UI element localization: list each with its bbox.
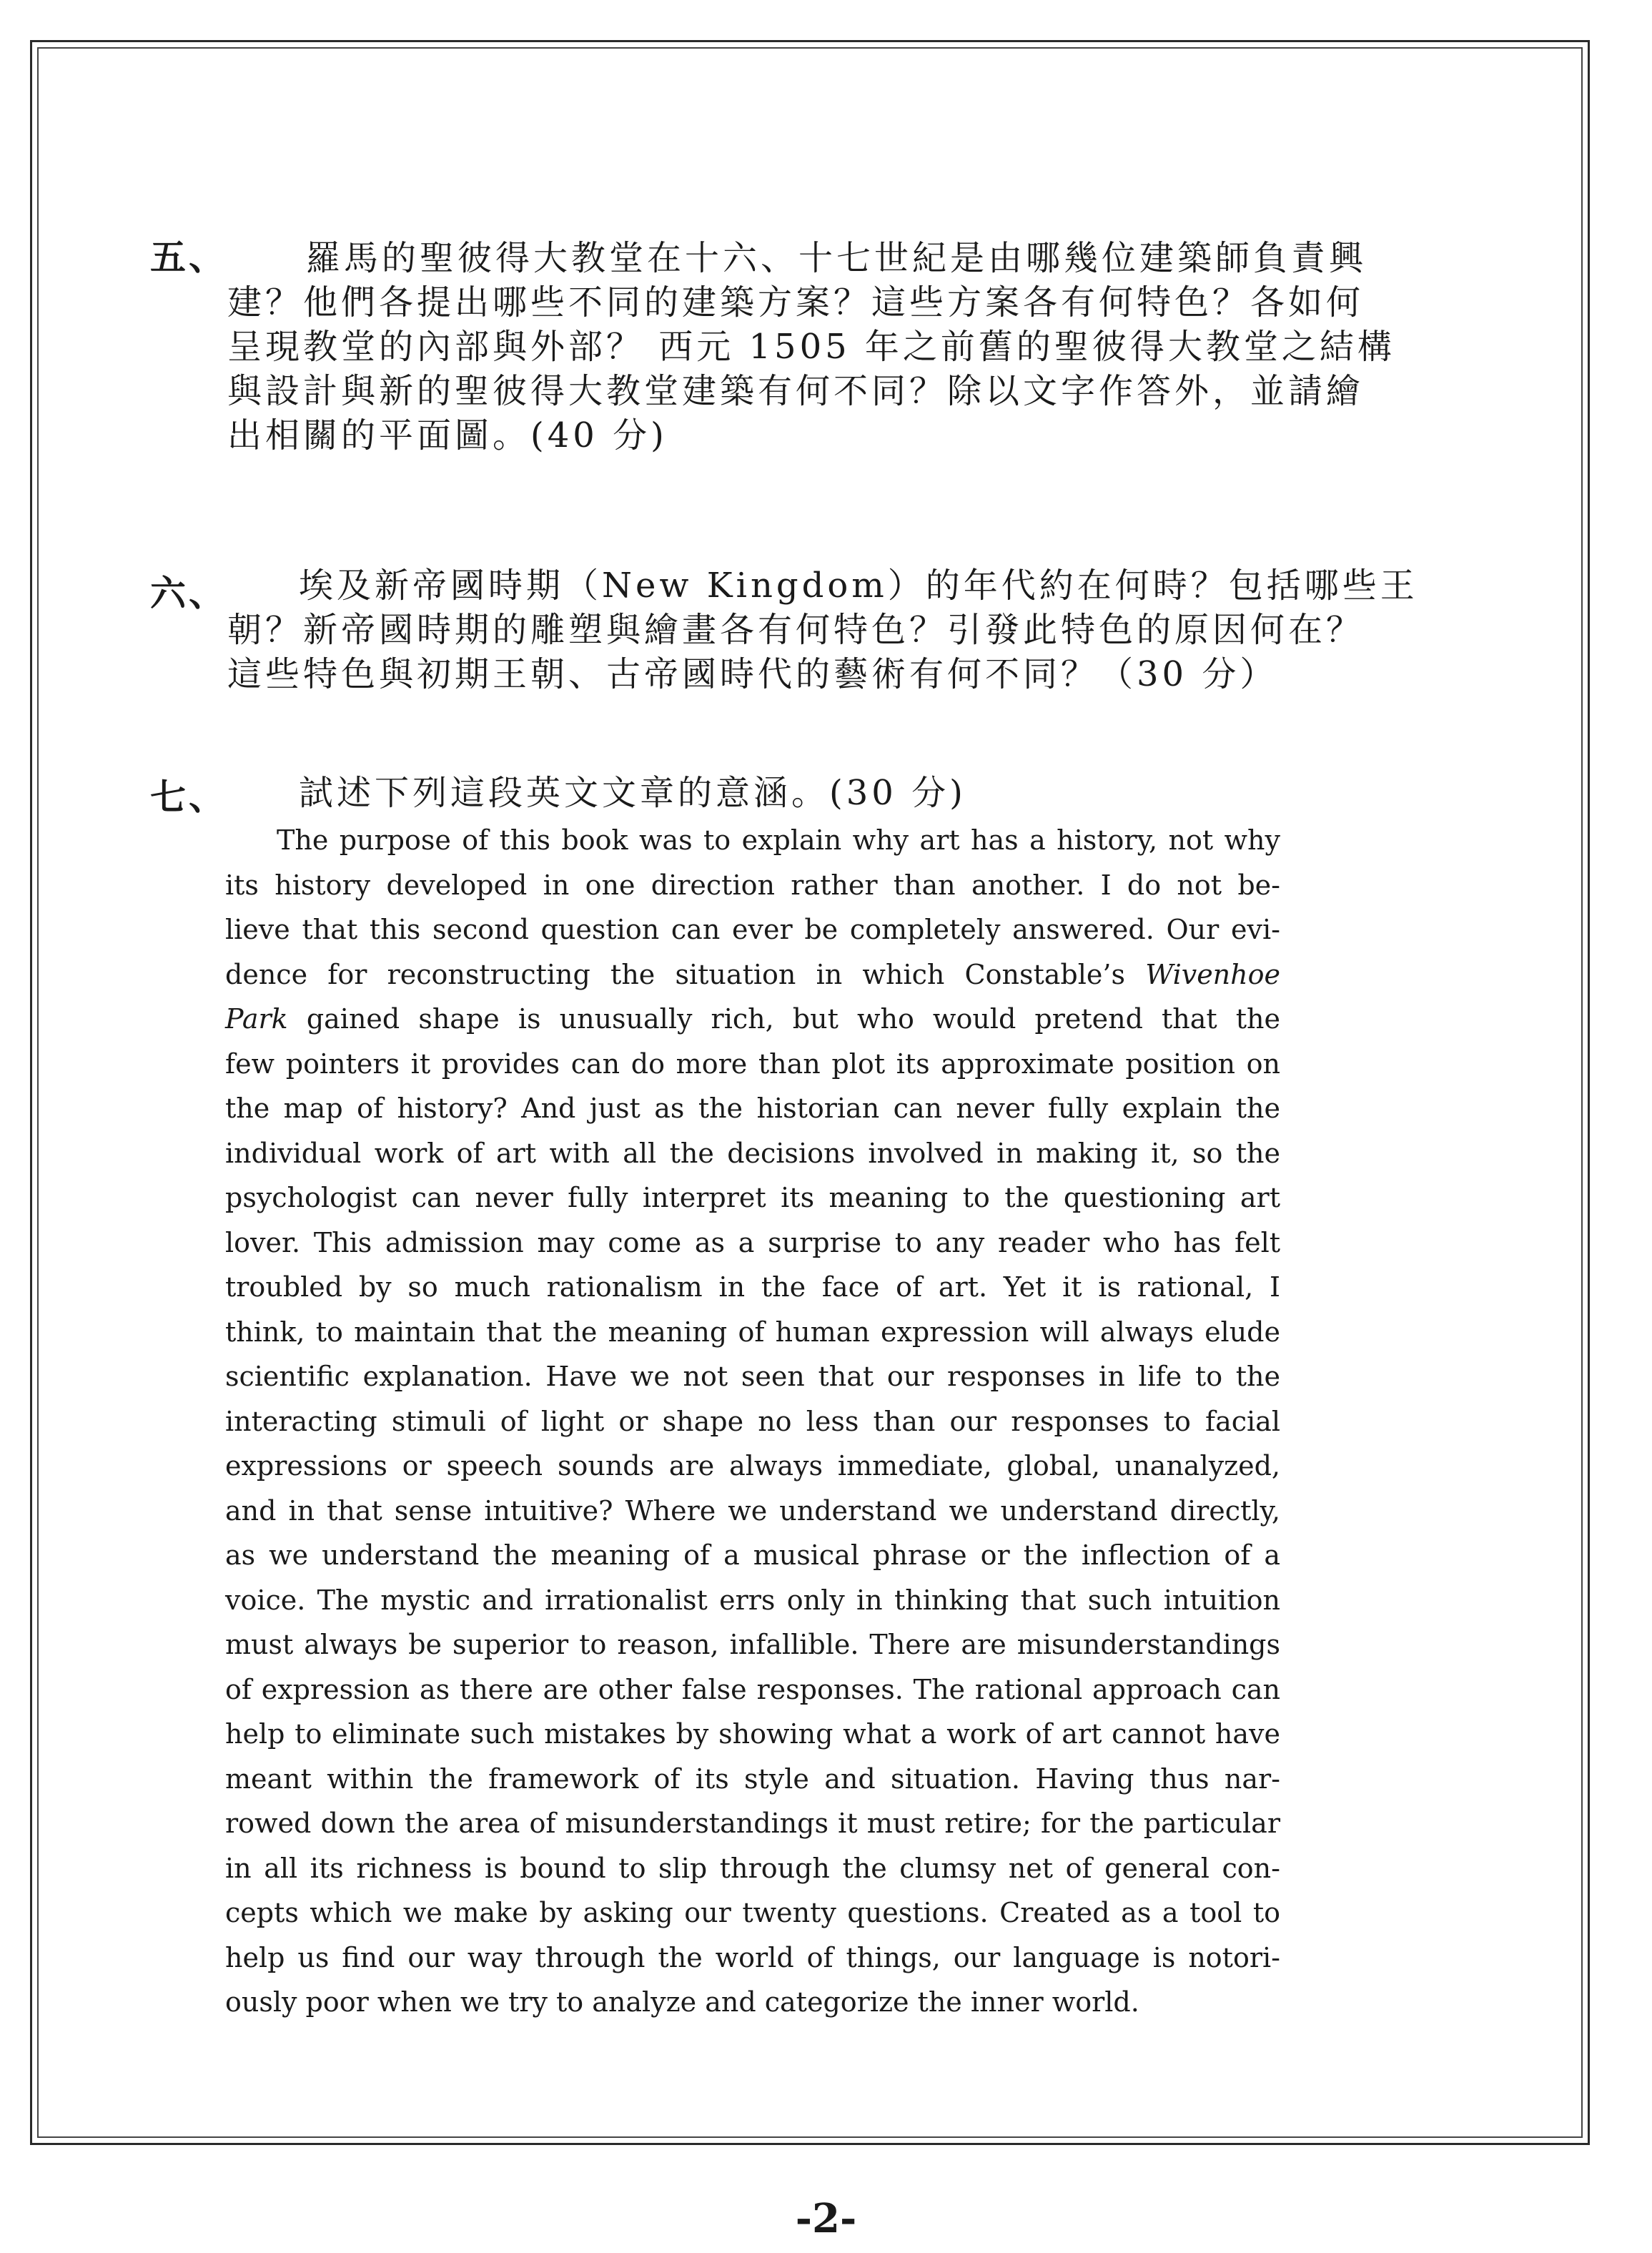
question-line: 出相關的平面圖。(40 分): [227, 415, 668, 455]
question-line: 埃及新帝國時期（New Kingdom）的年代約在何時？包括哪些王: [299, 566, 1418, 606]
question-6-text: [227, 563, 1418, 696]
passage-line: help us find our way through the world of things, our language is notori-: [225, 1941, 1280, 1973]
artwork-title: Park: [225, 1003, 288, 1035]
question-5-number: 五、: [150, 236, 227, 278]
passage-line: voice. The mystic and irrationalist errs only in thinking that such intuition: [225, 1584, 1280, 1616]
passage-line: its history developed in one direction rather than another. I do not be-: [225, 869, 1280, 901]
passage-line: expressions or speech sounds are always immediate, global, unanalyzed,: [225, 1450, 1280, 1482]
page-number: -2-: [795, 2195, 857, 2242]
passage-line: lover. This admission may come as a surprise to any reader who has felt: [225, 1226, 1280, 1258]
question-line: 試述下列這段英文文章的意涵。(30 分): [299, 773, 966, 813]
passage-line: interacting stimuli of light or shape no less than our responses to facial: [225, 1405, 1280, 1437]
question-line: 朝？新帝國時期的雕塑與繪畫各有何特色？引發此特色的原因何在？: [227, 610, 1365, 650]
passage-line: as we understand the meaning of a musical phrase or the inflection of a: [225, 1539, 1280, 1571]
question-line: 羅馬的聖彼得大教堂在十六、十七世紀是由哪幾位建築師負責興: [306, 238, 1367, 278]
question-6-number: 六、: [150, 572, 227, 614]
question-7-number: 七、: [150, 776, 227, 818]
question-7-text: [227, 771, 966, 815]
passage-line: rowed down the area of misunderstandings it must retire; for the particular: [225, 1808, 1280, 1839]
passage-line: individual work of art with all the decisions involved in making it, so the: [225, 1137, 1280, 1169]
artwork-title: Wivenhoe: [1145, 958, 1280, 990]
passage-line: cepts which we make by asking our twenty questions. Created as a tool to: [225, 1897, 1280, 1928]
passage-line: and in that sense intuitive? Where we understand we understand directly,: [225, 1494, 1280, 1527]
passage-line: think, to maintain that the meaning of human expression will always elude: [225, 1316, 1280, 1348]
passage-line: help to eliminate such mistakes by showing what a work of art cannot have: [225, 1718, 1280, 1750]
passage-line: few pointers it provides can do more than plot its approximate position on: [225, 1047, 1280, 1080]
question-line: 建？他們各提出哪些不同的建築方案？這些方案各有何特色？各如何: [227, 282, 1365, 322]
question-5-text: [227, 236, 1395, 458]
question-line: 這些特色與初期王朝、古帝國時代的藝術有何不同？（30 分）: [227, 654, 1278, 694]
passage-line: The purpose of this book was to explain why art has a history, not why: [277, 824, 1280, 856]
passage-line: ously poor when we try to analyze and categorize the inner world.: [225, 1986, 1139, 2018]
passage-line: troubled by so much rationalism in the face of art. Yet it is rational, I: [225, 1271, 1280, 1303]
passage-line: psychologist can never fully interpret its meaning to the questioning art: [225, 1182, 1280, 1213]
passage-line: lieve that this second question can ever be completely answered. Our evi-: [225, 914, 1280, 945]
question-line: 呈現教堂的內部與外部？ 西元 1505 年之前舊的聖彼得大教堂之結構: [227, 327, 1395, 367]
english-passage: [225, 818, 1280, 2025]
passage-line: Park gained shape is unusually rich, but who would pretend that the: [225, 1003, 1280, 1035]
passage-line: of expression as there are other false responses. The rational approach can: [225, 1673, 1280, 1705]
question-line: 與設計與新的聖彼得大教堂建築有何不同？除以文字作答外，並請繪: [227, 371, 1365, 411]
passage-line: meant within the framework of its style and situation. Having thus nar-: [225, 1763, 1280, 1795]
passage-line: the map of history? And just as the historian can never fully explain the: [225, 1093, 1280, 1124]
passage-line: dence for reconstructing the situation in which Constable’s Wivenhoe: [225, 958, 1280, 990]
passage-line: in all its richness is bound to slip through the clumsy net of general con-: [225, 1852, 1280, 1884]
passage-line: scientific explanation. Have we not seen that our responses in life to the: [225, 1361, 1280, 1392]
passage-line: must always be superior to reason, infallible. There are misunderstandings: [225, 1629, 1280, 1660]
